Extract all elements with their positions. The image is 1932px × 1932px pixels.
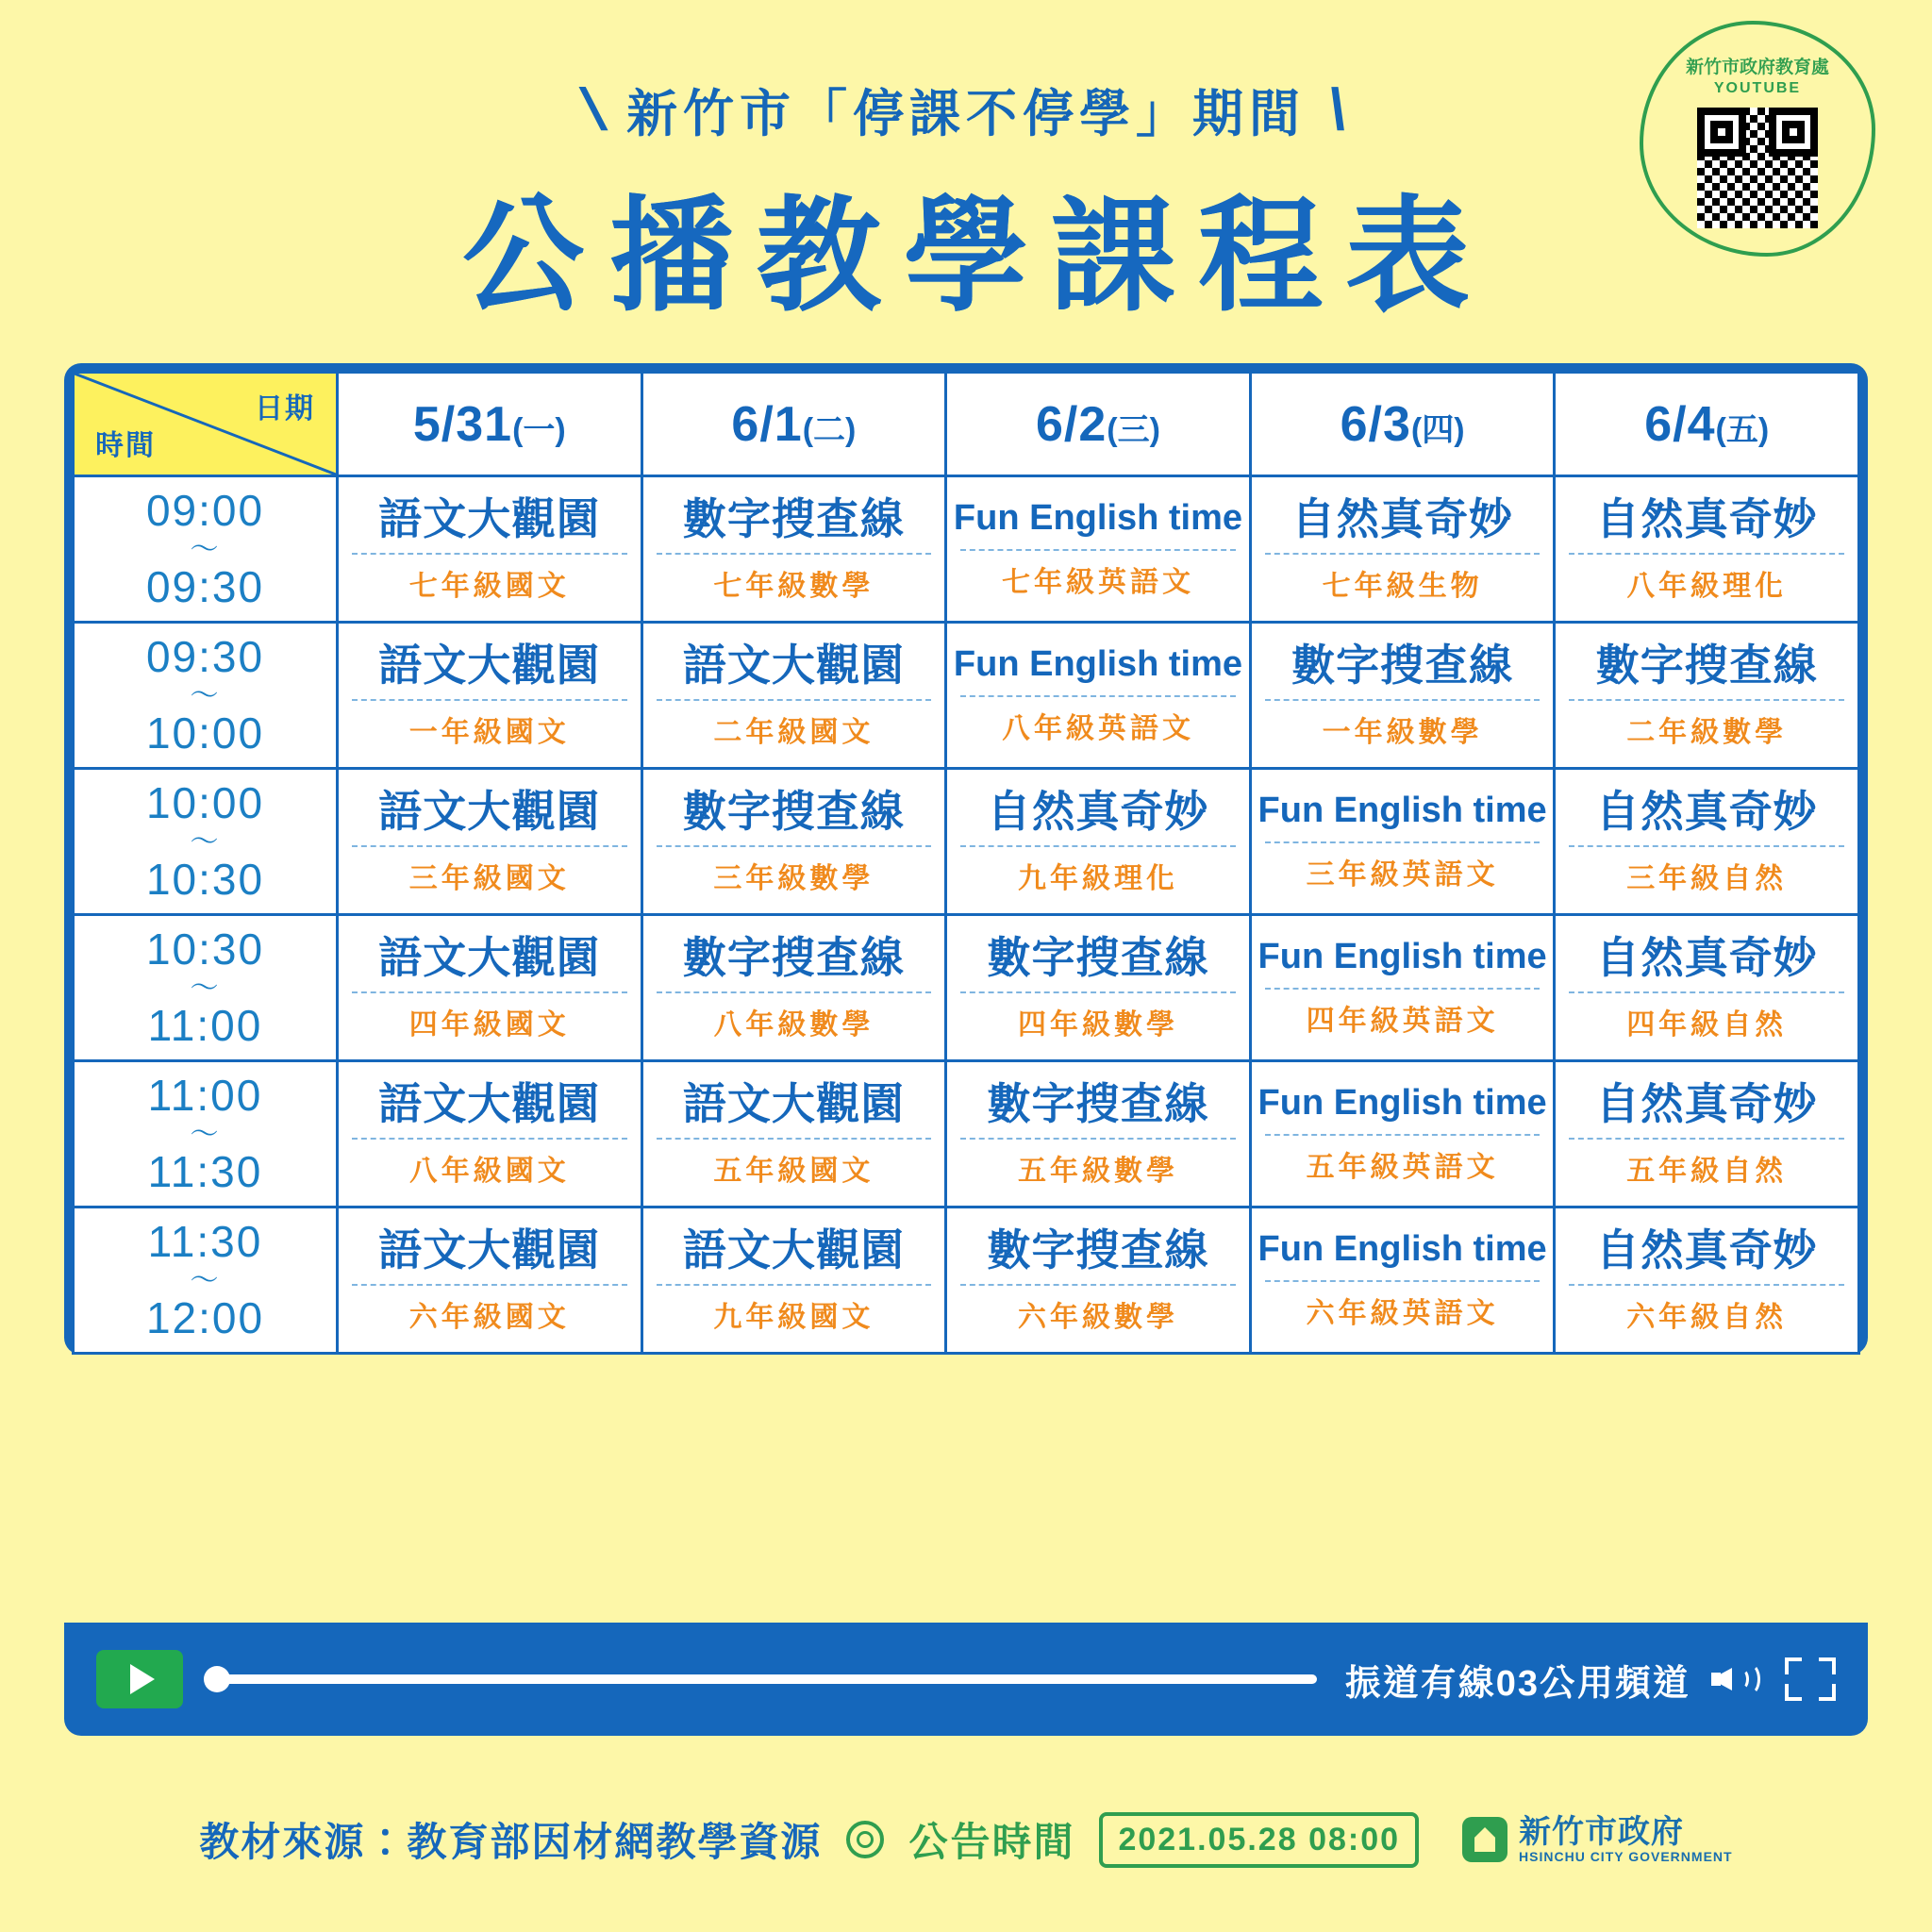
lesson-cell-4-4: [1555, 1061, 1859, 1208]
time-end-1: 10:00: [145, 708, 265, 758]
lesson-cell-3-2: [946, 915, 1251, 1061]
time-end-3: 11:00: [147, 1000, 263, 1050]
lesson-divider: [352, 1284, 627, 1286]
lesson-title: Fun English time: [1257, 791, 1547, 831]
lesson-grade: 二年級數學: [1626, 717, 1788, 749]
qr-badge[interactable]: [1640, 21, 1875, 257]
lesson-cell-3-1: [641, 915, 946, 1061]
lesson-cell-2-0: [338, 769, 642, 915]
time-tilde-2: 〜: [190, 825, 221, 858]
decorative-slash-right: /: [1319, 76, 1357, 142]
day-header-3: [1250, 373, 1555, 476]
lesson-title: 數字搜查線: [987, 1224, 1209, 1274]
lesson-grade: 五年級數學: [1017, 1156, 1178, 1188]
lesson-divider: [657, 1138, 932, 1140]
gov-name-en: HSINCHU CITY GOVERNMENT: [1519, 1848, 1733, 1864]
day-header-4: [1555, 373, 1859, 476]
day-header-0: [338, 373, 642, 476]
table-row: [74, 476, 1859, 623]
lesson-grade: 七年級英語文: [1001, 566, 1194, 598]
lesson-cell-5-0: [338, 1208, 642, 1354]
lesson-divider: [1265, 553, 1541, 555]
time-start-0: 09:00: [145, 485, 265, 535]
lesson-cell-1-1: [641, 623, 946, 769]
lesson-title: Fun English time: [953, 644, 1243, 685]
lesson-cell-0-4: [1555, 476, 1859, 623]
gov-logo-text: [1519, 1813, 1733, 1864]
time-slot-1: [74, 623, 338, 769]
lesson-title: 語文大觀園: [378, 493, 601, 543]
notice-label: 公告時間: [908, 1820, 1075, 1864]
lesson-cell-5-1: [641, 1208, 946, 1354]
day-date-2: 6/2: [1036, 396, 1108, 452]
fullscreen-corner-br: [1819, 1684, 1836, 1701]
lesson-grade: 六年級自然: [1626, 1302, 1788, 1334]
lesson-title: 數字搜查線: [682, 932, 905, 982]
lesson-divider: [1569, 991, 1844, 993]
schedule-table-head: [74, 373, 1859, 476]
lesson-title: 數字搜查線: [1291, 640, 1514, 690]
time-tilde-5: 〜: [190, 1264, 221, 1296]
lesson-cell-0-0: [338, 476, 642, 623]
player-bar: [64, 1623, 1868, 1736]
lesson-title: 自然真奇妙: [1291, 493, 1514, 543]
lesson-title: 語文大觀園: [378, 640, 601, 690]
time-end-5: 12:00: [145, 1292, 265, 1342]
time-start-5: 11:30: [147, 1216, 263, 1266]
time-tilde-0: 〜: [190, 533, 221, 565]
lesson-title: 語文大觀園: [378, 1224, 601, 1274]
lesson-grade: 五年級自然: [1626, 1156, 1788, 1188]
day-header-1: [641, 373, 946, 476]
lesson-grade: 六年級國文: [408, 1302, 570, 1334]
lesson-cell-1-0: [338, 623, 642, 769]
corner-date-label: 日期: [255, 393, 315, 425]
lesson-grade: 三年級英語文: [1306, 858, 1499, 891]
lesson-title: Fun English time: [1257, 937, 1547, 977]
lesson-cell-1-2: [946, 623, 1251, 769]
lesson-title: 語文大觀園: [378, 786, 601, 836]
day-weekday-4: (五): [1715, 411, 1770, 448]
day-weekday-1: (二): [802, 411, 857, 448]
lesson-grade: 三年級國文: [408, 863, 570, 895]
channel-label: 振道有線03公用頻道: [1344, 1663, 1690, 1704]
qr-label-line1: 新竹市政府教育處: [1685, 58, 1829, 77]
lesson-title: Fun English time: [1257, 1229, 1547, 1270]
time-end-4: 11:30: [147, 1146, 263, 1196]
play-button[interactable]: [96, 1650, 183, 1708]
day-header-2: [946, 373, 1251, 476]
lesson-cell-0-3: [1250, 476, 1555, 623]
table-row: [74, 623, 1859, 769]
table-corner-cell: [74, 373, 338, 476]
lesson-grade: 四年級國文: [408, 1009, 570, 1041]
table-row: [74, 915, 1859, 1061]
lesson-title: Fun English time: [953, 498, 1243, 539]
lesson-divider: [657, 845, 932, 847]
time-end-0: 09:30: [145, 561, 265, 611]
lesson-title: 數字搜查線: [987, 932, 1209, 982]
time-tilde-3: 〜: [190, 972, 221, 1004]
fullscreen-corner-bl: [1785, 1684, 1802, 1701]
day-date-1: 6/1: [731, 396, 803, 452]
lesson-title: 數字搜查線: [1595, 640, 1818, 690]
lesson-divider: [960, 1138, 1236, 1140]
lesson-divider: [1569, 845, 1844, 847]
lesson-divider: [1265, 699, 1541, 701]
lesson-grade: 六年級英語文: [1306, 1297, 1499, 1329]
time-tilde-4: 〜: [190, 1118, 221, 1150]
lesson-cell-4-3: [1250, 1061, 1555, 1208]
progress-slider[interactable]: [211, 1674, 1317, 1684]
lesson-cell-1-4: [1555, 623, 1859, 769]
lesson-grade: 八年級數學: [713, 1009, 874, 1041]
government-logo: [1462, 1813, 1733, 1864]
lesson-divider: [1569, 553, 1844, 555]
lesson-cell-4-0: [338, 1061, 642, 1208]
corner-time-label: 時間: [95, 430, 156, 461]
lesson-title: 語文大觀園: [682, 1078, 905, 1128]
play-icon: [130, 1664, 155, 1694]
lesson-grade: 一年級數學: [1322, 717, 1483, 749]
lesson-divider: [352, 553, 627, 555]
lesson-grade: 三年級數學: [713, 863, 874, 895]
gov-name-cn: 新竹市政府: [1519, 1813, 1685, 1850]
lesson-divider: [1265, 988, 1541, 990]
source-text: 教材來源：教育部因材網教學資源: [199, 1820, 823, 1864]
lesson-divider: [960, 991, 1236, 993]
lesson-cell-1-3: [1250, 623, 1555, 769]
lesson-grade: 八年級國文: [408, 1156, 570, 1188]
lesson-cell-4-2: [946, 1061, 1251, 1208]
day-weekday-2: (三): [1107, 411, 1160, 448]
lesson-divider: [352, 845, 627, 847]
volume-icon-cone: [1711, 1668, 1732, 1690]
lesson-cell-5-2: [946, 1208, 1251, 1354]
lesson-title: 語文大觀園: [378, 932, 601, 982]
lesson-cell-4-1: [641, 1061, 946, 1208]
lesson-cell-2-2: [946, 769, 1251, 915]
lesson-title: 語文大觀園: [378, 1078, 601, 1128]
lesson-title: Fun English time: [1257, 1083, 1547, 1124]
lesson-grade: 二年級國文: [713, 717, 874, 749]
lesson-divider: [1265, 1134, 1541, 1136]
time-start-2: 10:00: [145, 777, 265, 827]
lesson-grade: 五年級國文: [713, 1156, 874, 1188]
day-date-4: 6/4: [1644, 396, 1716, 452]
time-tilde-1: 〜: [190, 679, 221, 711]
table-row: [74, 769, 1859, 915]
lesson-grade: 五年級英語文: [1306, 1151, 1499, 1183]
progress-knob[interactable]: [204, 1666, 230, 1692]
lesson-divider: [352, 991, 627, 993]
lesson-cell-2-1: [641, 769, 946, 915]
timestamp-badge: 2021.05.28 08:00: [1099, 1812, 1419, 1868]
lesson-title: 數字搜查線: [682, 786, 905, 836]
lesson-divider: [1265, 1280, 1541, 1282]
day-weekday-0: (一): [512, 411, 566, 448]
lesson-title: 自然真奇妙: [1595, 786, 1818, 836]
clock-icon: [846, 1821, 884, 1858]
lesson-divider: [1569, 1138, 1844, 1140]
lesson-title: 語文大觀園: [682, 640, 905, 690]
day-weekday-3: (四): [1410, 411, 1465, 448]
fullscreen-corner-tl: [1785, 1657, 1802, 1674]
time-start-3: 10:30: [145, 924, 265, 974]
table-row: [74, 1061, 1859, 1208]
fullscreen-icon[interactable]: [1785, 1657, 1836, 1701]
lesson-divider: [960, 845, 1236, 847]
subtitle-text: 新竹市「停課不停學」期間: [626, 86, 1306, 142]
qr-label-line2: YOUTUBE: [1713, 79, 1802, 96]
lesson-grade: 四年級數學: [1017, 1009, 1178, 1041]
lesson-divider: [960, 549, 1236, 551]
lesson-divider: [352, 699, 627, 701]
lesson-divider: [352, 1138, 627, 1140]
lesson-cell-3-3: [1250, 915, 1555, 1061]
time-start-1: 09:30: [145, 631, 265, 681]
lesson-grade: 一年級國文: [408, 717, 570, 749]
table-header-row: [74, 373, 1859, 476]
lesson-title: 自然真奇妙: [1595, 1224, 1818, 1274]
time-slot-2: [74, 769, 338, 915]
time-slot-4: [74, 1061, 338, 1208]
schedule-card: [64, 363, 1868, 1355]
lesson-cell-2-3: [1250, 769, 1555, 915]
lesson-title: 數字搜查線: [987, 1078, 1209, 1128]
qr-code-icon[interactable]: [1697, 108, 1818, 228]
table-row: [74, 1208, 1859, 1354]
schedule-table-body: [74, 476, 1859, 1354]
lesson-cell-0-2: [946, 476, 1251, 623]
day-date-3: 6/3: [1340, 396, 1411, 452]
lesson-divider: [657, 699, 932, 701]
lesson-divider: [1569, 699, 1844, 701]
time-slot-5: [74, 1208, 338, 1354]
footer: [0, 1783, 1932, 1896]
fullscreen-corner-tr: [1819, 1657, 1836, 1674]
time-slot-3: [74, 915, 338, 1061]
time-end-2: 10:30: [145, 854, 265, 904]
lesson-divider: [1569, 1284, 1844, 1286]
lesson-divider: [657, 1284, 932, 1286]
lesson-grade: 九年級國文: [713, 1302, 874, 1334]
lesson-cell-3-4: [1555, 915, 1859, 1061]
lesson-cell-5-4: [1555, 1208, 1859, 1354]
gov-house-icon: [1462, 1817, 1507, 1862]
lesson-grade: 七年級生物: [1322, 571, 1483, 603]
volume-icon[interactable]: [1711, 1657, 1764, 1701]
day-date-0: 5/31: [412, 396, 513, 452]
lesson-divider: [960, 695, 1236, 697]
volume-icon-wave2: [1740, 1663, 1760, 1695]
schedule-table: [72, 371, 1860, 1355]
lesson-grade: 六年級數學: [1017, 1302, 1178, 1334]
lesson-grade: 八年級理化: [1626, 571, 1788, 603]
lesson-divider: [1265, 841, 1541, 843]
lesson-grade: 八年級英語文: [1001, 712, 1194, 744]
lesson-title: 自然真奇妙: [1595, 493, 1818, 543]
page-title: 公播教學課程表: [462, 187, 1492, 325]
time-slot-0: [74, 476, 338, 623]
lesson-title: 數字搜查線: [682, 493, 905, 543]
qr-badge-label: [1640, 57, 1875, 98]
lesson-grade: 七年級數學: [713, 571, 874, 603]
lesson-cell-3-0: [338, 915, 642, 1061]
lesson-cell-5-3: [1250, 1208, 1555, 1354]
lesson-grade: 三年級自然: [1626, 863, 1788, 895]
lesson-grade: 七年級國文: [408, 571, 570, 603]
lesson-cell-2-4: [1555, 769, 1859, 915]
decorative-slash-left: \: [575, 76, 613, 142]
lesson-divider: [657, 991, 932, 993]
lesson-divider: [657, 553, 932, 555]
lesson-grade: 四年級自然: [1626, 1009, 1788, 1041]
lesson-title: 自然真奇妙: [987, 786, 1209, 836]
lesson-title: 語文大觀園: [682, 1224, 905, 1274]
time-start-4: 11:00: [147, 1070, 263, 1120]
lesson-title: 自然真奇妙: [1595, 1078, 1818, 1128]
lesson-cell-0-1: [641, 476, 946, 623]
lesson-title: 自然真奇妙: [1595, 932, 1818, 982]
lesson-divider: [960, 1284, 1236, 1286]
lesson-grade: 九年級理化: [1017, 863, 1178, 895]
lesson-grade: 四年級英語文: [1306, 1005, 1499, 1037]
